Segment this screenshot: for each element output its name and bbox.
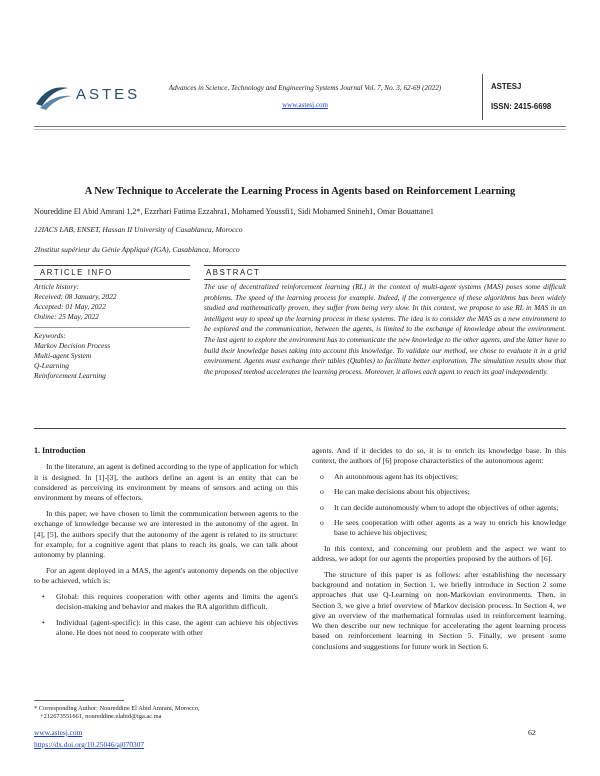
paragraph: For an agent deployed in a MAS, the agent's autonomy depends on the objective to be achieved, which is: <box>34 565 298 586</box>
circle-bullet-icon: o <box>320 472 324 482</box>
footnote <box>34 705 298 722</box>
affiliation-2: 2Institut supérieur du Génie Appliqué (IGA), Casablanca, Morocco <box>34 245 240 254</box>
list-item: • Global: this requires cooperation with other agents and limits the agent's decision-making and behavior and makes the RA algorithm difficult. <box>34 592 298 613</box>
bullet-icon: • <box>42 592 45 602</box>
affiliation-1: 12IACS LAB, ENSET, Hassan II University of Casablanca, Morocco <box>34 225 243 234</box>
article-info-block <box>34 282 190 322</box>
history-label: Article history: <box>34 282 79 291</box>
paper-title: A New Technique to Accelerate the Learning Process in Agents based on Reinforcement Learning <box>84 186 516 197</box>
journal-logo <box>34 78 141 112</box>
info-sep-rule <box>34 327 190 328</box>
header-rule <box>34 126 566 127</box>
bullet-icon: • <box>42 617 45 627</box>
doi-link[interactable]: https://dx.doi.org/10.25046/aj070307 <box>34 740 145 749</box>
article-info-heading: ARTICLE INFO <box>40 268 113 277</box>
list-item: o It can decide autonomously when to adopt the objectives of other agents; <box>312 503 566 513</box>
journal-url-link[interactable]: www.astesj.com <box>282 101 328 109</box>
paragraph: The structure of this paper is as follows: after establishing the necessary background and notation in Section 1, we briefly introduce in Section 2 some approaches that use Q-Learning on non-Markovian environments. Then, in Section 3, we give a brief overview of Markov decision process. In Section 4, we give an overview of the mathematical formulas used in reinforcement learning. We then describe our new technique for accelerating the agent learning process based on reinforcement learning in Section 5. Finally, we present some conclusions and suggestions for future work in Section 6. <box>312 569 566 651</box>
circle-bullet-icon: o <box>320 517 324 527</box>
paragraph: agents. And if it decides to do so, it is to enrich its knowledge base. In this context, the authors of [6] propose characteristics of the autonomous agent: <box>312 446 566 466</box>
keywords-block <box>34 331 190 381</box>
journal-citation: Advances in Science, Technology and Engineering Systems Journal Vol. 7, No. 3, 62-69 (2022) <box>168 84 442 92</box>
footer-url-link[interactable]: www.astesj.com <box>34 728 83 737</box>
left-column <box>34 446 298 643</box>
journal-id-box <box>482 74 563 120</box>
section-heading: 1. Introduction <box>34 446 86 455</box>
issn: ISSN: 2415-6698 <box>491 102 552 111</box>
list-item: o He can make decisions about his objectives; <box>312 487 566 497</box>
list-item: o He sees cooperation with other agents as a way to enrich his knowledge base to achieve his objectives; <box>312 518 566 539</box>
list-item: • Individual (agent-specific): in this case, the agent can achieve his objectives alone. He does not need to cooperate with other <box>34 618 298 639</box>
online-date: Online: 25 May, 2022 <box>34 312 99 321</box>
footnote-line: +212673551661, noureddine.elabid@iga.ac.ma <box>40 713 162 721</box>
logo-swoosh-icon <box>34 78 74 112</box>
author-list: Noureddine El Abid Amrani 1,2*, Ezzrhari Fatima Ezzahra1, Mohamed Youssfi1, Sidi Mohamed Snineh1, Omar Bouattane1 <box>34 207 434 216</box>
keyword-item: Markov Decision Process <box>34 341 111 350</box>
keyword-item: Multi-agent System <box>34 351 92 360</box>
received-date: Received: 08 January, 2022 <box>34 292 117 301</box>
abstract-top-rule <box>204 265 566 266</box>
right-column <box>312 446 566 658</box>
paragraph: In the literature, an agent is defined according to the type of application for which it is designed. In [1]-[3], the authors define an agent is an entity that can be considered as perceiving its environment by means of sensors and acting on this environment by means of effectors. <box>34 462 298 503</box>
keyword-item: Reinforcement Learning <box>34 371 106 380</box>
keyword-item: Q-Learning <box>34 361 69 370</box>
abstract-mid-rule <box>204 279 566 280</box>
footnote-line: * Corresponding Author: Noureddine El Abid Amrani, Morocco, <box>34 705 200 712</box>
info-mid-rule <box>34 279 190 280</box>
footnote-rule <box>34 700 124 701</box>
info-top-rule <box>34 265 190 266</box>
circle-bullet-icon: o <box>320 502 324 512</box>
abstract-heading: ABSTRACT <box>206 268 261 277</box>
page-number: 62 <box>528 728 536 737</box>
header-rule-2 <box>34 129 566 130</box>
logo-text: ASTES <box>76 86 141 103</box>
journal-abbrev: ASTESJ <box>491 82 522 91</box>
circle-bullet-icon: o <box>320 487 324 497</box>
list-item: o An autonomous agent has its objectives; <box>312 472 566 482</box>
paragraph: In this paper, we have chosen to limit the communication between agents to the exchange of knowledge because we are interested in the autonomy of the agent. In [4], [5], the authors specify that the autonomy of the agent is related to its structure: for example, for a cognitive agent that plans to reach its goals, we can talk about autonomy by planning. <box>34 508 298 560</box>
abstract-bottom-rule <box>34 428 566 429</box>
keywords-label: Keywords: <box>34 331 66 340</box>
abstract-text: The use of decentralized reinforcement learning (RL) in the context of multi-agent systems (MAS) poses some difficult problems. The speed of the learning process for example. Indeed, if the convergence of these algorithms has been widely studied and mathematically proven, they suffer from being very slow. In this context, we propose to use RL in MAS in an intelligent way to speed up the learning process in these systems. The idea is to consider the MAS as a new environment to be explored and the communication, between the agents, is limited to the exchange of knowledge about the environment. The last agent to explore the environment has to communicate the new knowledge to the other agents, and the latter have to build their knowledge bases taking into account this knowledge. To validate our method, we chose to evaluate it in a grid environment. Agents must exchange their tables (Qtables) to facilitate better exploration. The simulation results show that the proposed method accelerates the learning process. Moreover, it allows each agent to reach its goal independently. <box>204 282 566 376</box>
accepted-date: Accepted: 01 May, 2022 <box>34 302 106 311</box>
paragraph: In this context, and concerning our problem and the aspect we want to address, we adopt for our agents the properties proposed by the authors of [6]. <box>312 543 566 563</box>
